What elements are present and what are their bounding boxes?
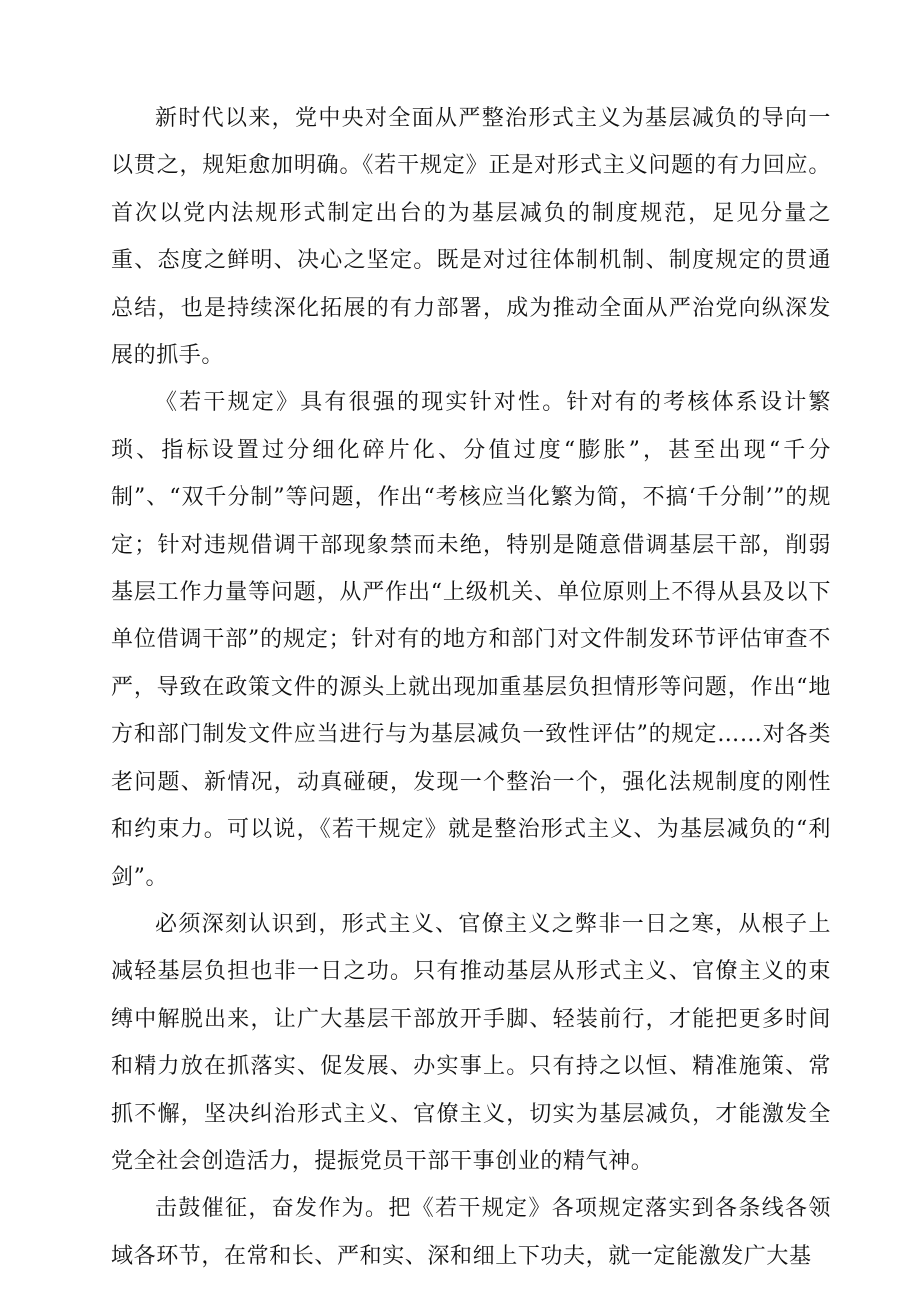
paragraph-2: 《若干规定》具有很强的现实针对性。针对有的考核体系设计繁琐、指标设置过分细化碎片化、分值过度“膨胀”，甚至出现“千分制”、“双千分制”等问题，作出“考核应当化繁为简，不搞‘千分制’”的规定；针对违规借调干部现象禁而未绝，特别是随意借调基层干部，削弱基层工作力量等问题，从严作出“上级机关、单位原则上不得从县及以下单位借调干部”的规定；针对有的地方和部门对文件制发环节评估审查不严，导致在政策文件的源头上就出现加重基层负担情形等问题，作出“地方和部门制发文件应当进行与为基层减负一致性评估”的规定……对各类老问题、新情况，动真碰硬，发现一个整治一个，强化法规制度的刚性和约束力。可以说，《若干规定》就是整治形式主义、为基层减负的“利剑”。 [111,390,831,890]
paragraph-1: 新时代以来，党中央对全面从严整治形式主义为基层减负的导向一以贯之，规矩愈加明确。《若干规定》正是对形式主义问题的有力回应。首次以党内法规形式制定出台的为基层减负的制度规范，足见分量之重、态度之鲜明、决心之坚定。既是对过往体制机制、制度规定的贯通总结，也是持续深化拓展的有力部署，成为推动全面从严治党向纵深发展的抓手。 [111,106,831,369]
paragraph-4: 击鼓催征，奋发作为。把《若干规定》各项规定落实到各条线各领域各环节，在常和长、严和实、深和细上下功夫，就一定能激发广大基 [111,1196,831,1269]
document-body [111,95,831,1280]
paragraph-3: 必须深刻认识到，形式主义、官僚主义之弊非一日之寒，从根子上减轻基层负担也非一日之功。只有推动基层从形式主义、官僚主义的束缚中解脱出来，让广大基层干部放开手脚、轻装前行，才能把更多时间和精力放在抓落实、促发展、办实事上。只有持之以恒、精准施策、常抓不懈，坚决纠治形式主义、官僚主义，切实为基层减负，才能激发全党全社会创造活力，提振党员干部干事创业的精气神。 [111,911,831,1174]
